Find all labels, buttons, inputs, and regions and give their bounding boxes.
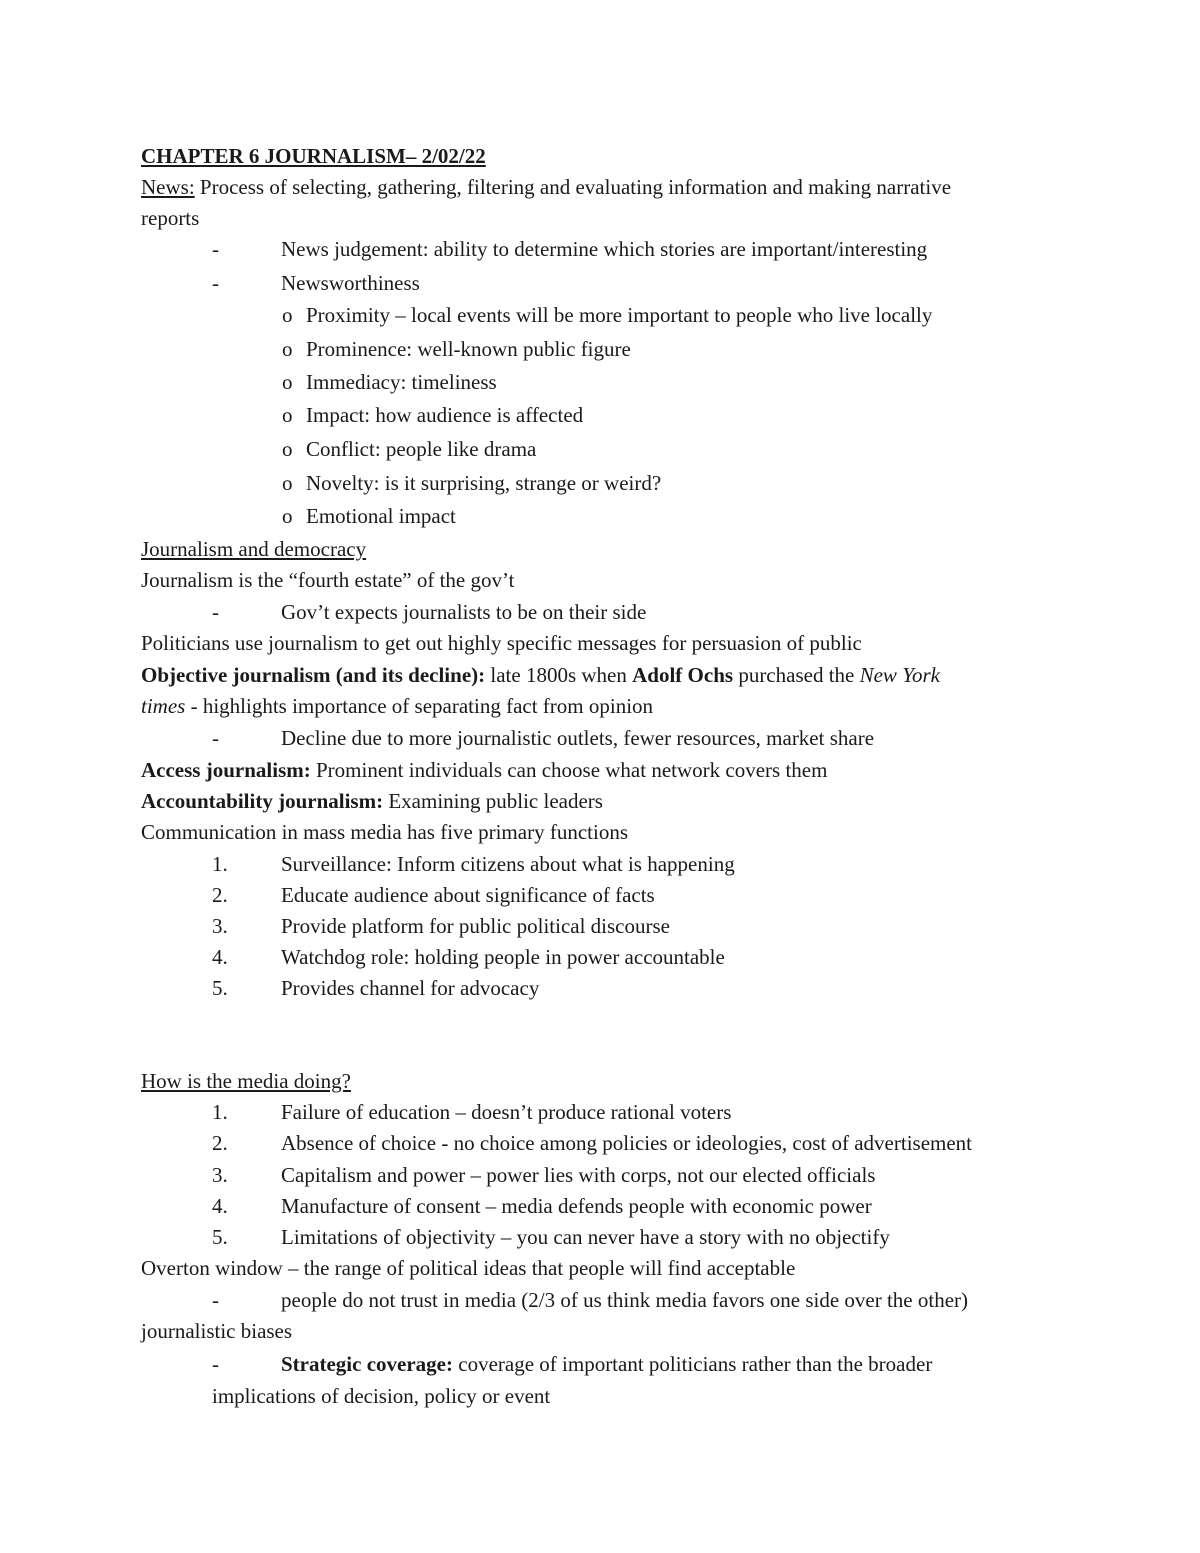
paper-name: New York [859,663,940,687]
decline-line: Decline due to more journalistic outlets, fewer resources, market share [281,726,875,750]
list-item: Watchdog role: holding people in power accountable [281,945,725,969]
section-heading-democracy: Journalism and democracy [141,537,367,561]
newsworthiness: Newsworthiness [281,271,420,295]
news-label: News: [141,175,195,199]
dash-marker: - [212,1288,219,1312]
news-definition [141,172,951,202]
list-number: 4. [212,945,228,969]
list-item: Provide platform for public political discourse [281,914,670,938]
bullet-marker: o [282,504,293,528]
news-text: Process of selecting, gathering, filtering and evaluating information and making narrative [194,175,952,199]
strategic-coverage-text: coverage of important politicians rather than the broader [453,1352,933,1376]
objective-text: - highlights importance of separating fact from opinion [185,694,654,718]
objective-text: purchased the [733,663,860,687]
list-number: 2. [212,1131,228,1155]
list-item: Surveillance: Inform citizens about what is happening [281,852,735,876]
objective-text: late 1800s when [485,663,633,687]
accountability-text: Examining public leaders [383,789,603,813]
list-item: Conflict: people like drama [306,437,537,461]
news-judgement: News judgement: ability to determine which stories are important/interesting [281,237,928,261]
list-number: 2. [212,883,228,907]
list-number: 4. [212,1194,228,1218]
objective-journalism-cont [141,691,653,721]
politicians-line: Politicians use journalism to get out highly specific messages for persuasion of public [141,631,862,655]
section-heading-media: How is the media doing? [141,1069,351,1093]
bullet-marker: o [282,337,293,361]
list-item: Provides channel for advocacy [281,976,540,1000]
news-definition-cont: reports [141,206,200,230]
list-number: 3. [212,914,228,938]
list-number: 1. [212,852,228,876]
access-label: Access journalism: [141,758,311,782]
list-item: Limitations of objectivity – you can never have a story with no objectify [281,1225,890,1249]
dash-marker: - [212,726,219,750]
list-item: Manufacture of consent – media defends people with economic power [281,1194,872,1218]
list-item: Novelty: is it surprising, strange or weird? [306,471,662,495]
list-item: Capitalism and power – power lies with corps, not our elected officials [281,1163,876,1187]
bullet-marker: o [282,403,293,427]
strategic-coverage-label: Strategic coverage: [281,1352,453,1376]
dash-marker: - [212,1352,219,1376]
access-journalism-line [141,755,827,785]
functions-intro: Communication in mass media has five primary functions [141,820,628,844]
bullet-marker: o [282,471,293,495]
bullet-marker: o [282,437,293,461]
list-item: Absence of choice - no choice among policies or ideologies, cost of advertisement [281,1131,973,1155]
dash-marker: - [212,600,219,624]
list-item: Impact: how audience is affected [306,403,584,427]
dash-marker: - [212,271,219,295]
overton-window-line: Overton window – the range of political ideas that people will find acceptable [141,1256,796,1280]
list-item: Educate audience about significance of facts [281,883,655,907]
biases-heading: journalistic biases [141,1319,293,1343]
bullet-marker: o [282,370,293,394]
govt-expects-line: Gov’t expects journalists to be on their side [281,600,647,624]
list-number: 5. [212,976,228,1000]
bullet-marker: o [282,303,293,327]
paper-name-cont: times [141,694,186,718]
page-title: CHAPTER 6 JOURNALISM– 2/02/22 [141,144,486,168]
list-item: Prominence: well-known public figure [306,337,631,361]
strategic-coverage-line [281,1349,932,1379]
list-item: Failure of education – doesn’t produce rational voters [281,1100,732,1124]
strategic-coverage-cont: implications of decision, policy or event [212,1384,551,1408]
list-number: 3. [212,1163,228,1187]
trust-line: people do not trust in media (2/3 of us think media favors one side over the other) [281,1288,969,1312]
list-number: 5. [212,1225,228,1249]
access-text: Prominent individuals can choose what network covers them [310,758,828,782]
objective-journalism-line [141,660,940,690]
dash-marker: - [212,237,219,261]
accountability-label: Accountability journalism: [141,789,384,813]
list-item: Emotional impact [306,504,456,528]
list-number: 1. [212,1100,228,1124]
list-item: Proximity – local events will be more important to people who live locally [306,303,933,327]
accountability-journalism-line [141,786,603,816]
objective-label: Objective journalism (and its decline): [141,663,486,687]
fourth-estate-line: Journalism is the “fourth estate” of the gov’t [141,568,515,592]
adolf-ochs: Adolf Ochs [632,663,734,687]
list-item: Immediacy: timeliness [306,370,497,394]
